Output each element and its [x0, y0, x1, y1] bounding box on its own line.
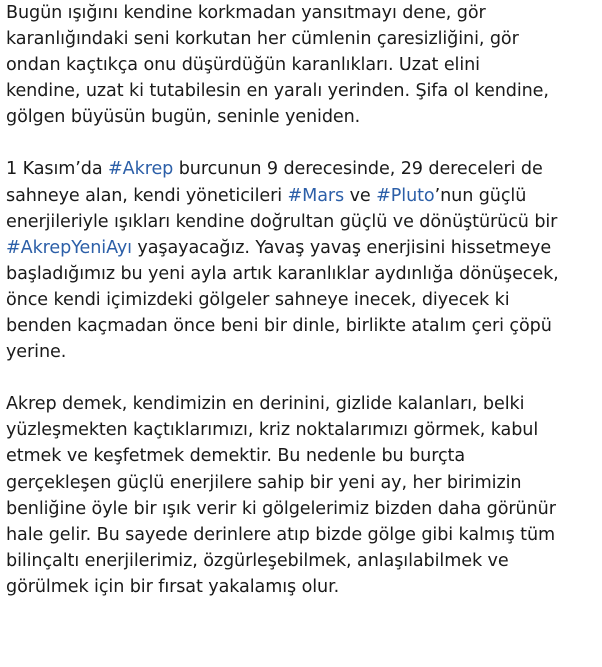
text-line: başladığımız bu yeni ayla artık karanlıklar aydınlığa dönüşecek,: [6, 263, 559, 284]
text-segment: burcunun 9 derecesinde, 29 dereceleri de: [173, 159, 543, 180]
text-line: etmek ve keşfetmek demektir. Bu nedenle bu burçta: [6, 446, 466, 467]
hashtag-akrepyeniayi-link[interactable]: #AkrepYeniAyı: [6, 237, 132, 258]
text-segment: ve: [344, 185, 377, 206]
text-segment: sahneye alan, kendi yöneticileri: [6, 185, 288, 206]
text-line: Akrep demek, kendimizin en derinini, gizlide kalanları, belki: [6, 394, 525, 415]
text-line: [6, 183, 602, 209]
text-line: karanlığındaki seni korkutan her cümlenin çaresizliğini, gör: [6, 29, 519, 50]
hashtag-akrep-link[interactable]: #Akrep: [108, 159, 174, 180]
text-segment: 1 Kasım’da: [6, 159, 109, 180]
text-line: hale gelir. Bu sayede derinlere atıp bizde gölge gibi kalmış tüm: [6, 524, 556, 545]
text-line: enerjileriyle ışıkları kendine doğrultan güçlü ve dönüştürücü bir: [6, 211, 558, 232]
hashtag-mars-link[interactable]: #Mars: [287, 185, 345, 206]
text-line: yüzleşmekten kaçtıklarımızı, kriz noktalarımızı görmek, kabul: [6, 420, 539, 441]
text-line: benliğine öyle bir ışık verir ki gölgelerimiz bizden daha görünür: [6, 498, 556, 519]
text-line: ondan kaçtıkça onu düşürdüğün karanlıkları. Uzat elini: [6, 55, 480, 76]
text-line: görülmek için bir fırsat yakalamış olur.: [6, 576, 340, 597]
text-line: gölgen büyüsün bugün, seninle yeniden.: [6, 107, 361, 128]
text-line: önce kendi içimizdeki gölgeler sahneye inecek, diyecek ki: [6, 289, 510, 310]
text-line: yerine.: [6, 342, 67, 363]
text-line: [6, 156, 602, 182]
post-body: [6, 0, 602, 626]
hashtag-pluto-link[interactable]: #Pluto: [376, 185, 435, 206]
text-line: [6, 235, 602, 261]
paragraph-2: [6, 156, 602, 365]
text-segment: yaşayacağız. Yavaş yavaş enerjisini hissetmeye: [131, 237, 552, 258]
text-line: gerçekleşen güçlü enerjilere sahip bir yeni ay, her birimizin: [6, 472, 522, 493]
paragraph-1: [6, 0, 602, 130]
text-line: bilinçaltı enerjilerimiz, özgürleşebilmek, anlaşılabilmek ve: [6, 550, 509, 571]
paragraph-3: [6, 391, 602, 600]
text-line: Bugün ışığını kendine korkmadan yansıtmayı dene, gör: [6, 3, 486, 23]
text-segment: ’nun güçlü: [434, 185, 527, 206]
text-line: benden kaçmadan önce beni bir dinle, birlikte atalım çeri çöpü: [6, 316, 552, 337]
text-line: kendine, uzat ki tutabilesin en yaralı yerinden. Şifa ol kendine,: [6, 81, 549, 102]
